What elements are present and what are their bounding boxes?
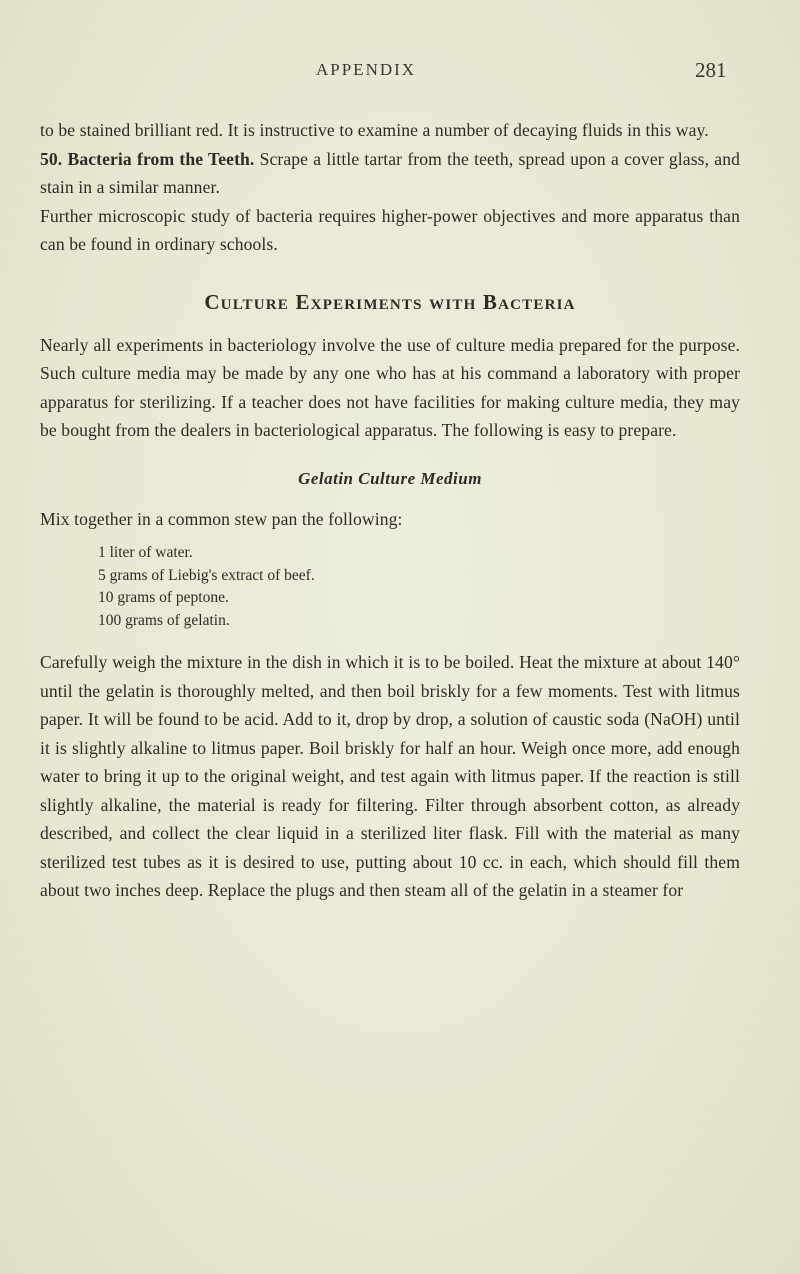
ingredient-item: 100 grams of gelatin. — [98, 611, 230, 629]
paragraph-method: Carefully weigh the mixture in the dish in which it is to be boiled. Heat the mixture at about 140° until the gelatin is thoroughly melted, and then boil briskly for a few moments. Test with litmus paper. It will be found to be acid. Add to it, drop by drop, a solution of caustic soda (NaOH) until it is slightly alkaline to litmus paper. Boil briskly for half an hour. Weigh once more, add enough water to bring it up to the original weight, and test again with litmus paper. If the reaction is still slightly alkaline, the material is ready for filtering. Filter through absorbent cotton, as already described, and collect the clear liquid in a sterilized liter flask. Fill with the material as many sterilized test tubes as it is desired to use, putting about 10 cc. in each, which should fill them about two inches deep. Replace the plugs and then steam all of the gelatin in a steamer for — [40, 652, 740, 900]
ingredient-item: 10 grams of peptone. — [98, 589, 229, 606]
paragraph-continuation: to be stained brilliant red. It is instructive to examine a number of decaying fluids in this way. — [40, 120, 709, 140]
recipe-title: Gelatin Culture Medium — [298, 468, 482, 488]
ingredient-item: 5 grams of Liebig's extract of beef. — [98, 566, 315, 584]
section-heading: Culture Experiments with Bacteria — [204, 289, 576, 314]
ingredient-item: 1 liter of water. — [98, 544, 193, 561]
body-text — [40, 116, 740, 905]
running-head: APPENDIX — [316, 60, 417, 79]
ingredient-list — [98, 542, 740, 632]
paragraph-bacteria-teeth — [40, 145, 740, 202]
paragraph-further-study: Further microscopic study of bacteria requires higher-power objectives and more apparatus than can be found in ordinary schools. — [40, 205, 740, 254]
paragraph-culture-intro: Nearly all experiments in bacteriology involve the use of culture media prepared for the purpose. Such culture media may be made by any one who has at his command a laboratory with proper apparatus for sterilizing. If a teacher does not have facilities for making culture media, they may be bought from the dealers in bacteriological apparatus. The following is easy to prepare. — [40, 334, 740, 440]
recipe-instruction: Mix together in a common stew pan the following: — [40, 508, 403, 529]
experiment-title: 50. Bacteria from the Teeth. — [40, 148, 255, 169]
page-number: 281 — [695, 58, 727, 82]
experiment-body: Scrape a little tartar from the teeth, spread upon a cover glass, and stain in a similar manner. — [40, 148, 740, 197]
